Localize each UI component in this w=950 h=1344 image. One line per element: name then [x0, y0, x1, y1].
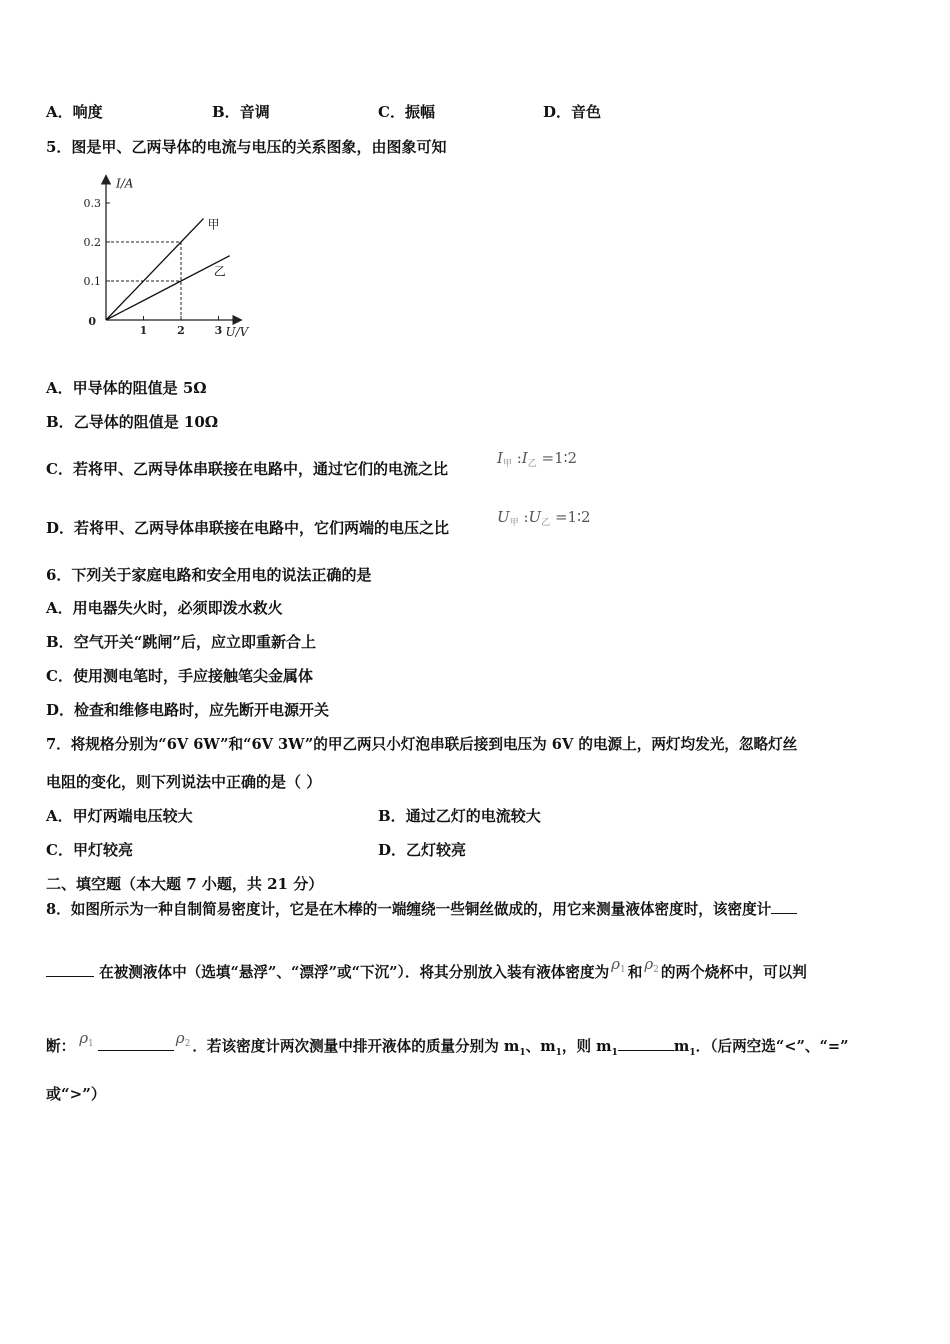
q5-formula-d: $U_甲$ $:U_乙$ =1∶2 [497, 508, 591, 528]
series-label-yi: 乙 [213, 264, 226, 279]
q7-option-c: C．甲灯较亮 [46, 841, 133, 859]
q8-blank-2[interactable] [98, 1036, 174, 1051]
q7-option-a: A．甲灯两端电压较大 [46, 807, 193, 825]
q8-blank-3[interactable] [618, 1036, 674, 1051]
y-tick-label: 0.2 [83, 236, 101, 249]
q8-line3: 断： $\rho_1$ $\rho_2$ ．若该密度计两次测量中排开液体的质量分别为 $m_1$、$m_1$，则 $m_1$ $m_1$．（后两空选“<”、“=” [46, 1029, 849, 1058]
q5-option-d: D．若将甲、乙两导体串联接在电路中，它们两端的电压之比 [46, 519, 450, 537]
y-tick-label: 0.1 [83, 275, 101, 288]
q7-option-b: B．通过乙灯的电流较大 [378, 807, 541, 825]
q8-line2: 在被测液体中（选填“悬浮”、“漂浮”或“下沉”）．将其分别放入装有液体密度为 $\rho_1$ 和 $\rho_2$ 的两个烧杯中，可以判 [46, 962, 807, 987]
q6-stem: 6．下列关于家庭电路和安全用电的说法正确的是 [46, 566, 372, 584]
q8-rho1-compare: $\rho_1$ [79, 1029, 94, 1049]
q8-rho1: $\rho_1$ [611, 955, 626, 975]
chart-series [106, 219, 230, 320]
q5-formula-c: $I_甲$ $:I_乙$ =1∶2 [497, 449, 578, 469]
origin-label: 0 [88, 315, 96, 328]
q7-stem-line1: 7．将规格分别为“6V 6W”和“6V 3W”的甲乙两只小灯泡串联后接到电压为 6V 的电源上，两灯均发光，忽略灯丝 [46, 736, 798, 753]
q8-rho2: $\rho_2$ [644, 955, 659, 975]
section-title: 二、填空题（本大题 7 小题，共 21 分） [46, 875, 324, 893]
q6-option-b: B．空气开关“跳闸”后，应立即重新合上 [46, 633, 316, 651]
q8-blank-1a[interactable] [771, 899, 797, 914]
q4-option-c: C．振幅 [378, 103, 435, 121]
q8-line1: 8．如图所示为一种自制简易密度计，它是在木棒的一端缠绕一些铜丝做成的，用它来测量液体密度时，该密度计 [46, 899, 797, 920]
q8-blank-1b[interactable] [46, 962, 94, 977]
series-label-jia: 甲 [207, 217, 220, 232]
q5-option-c: C．若将甲、乙两导体串联接在电路中，通过它们的电流之比 [46, 460, 448, 478]
series-line-yi [106, 256, 230, 320]
q6-option-c: C．使用测电笔时，手应接触笔尖金属体 [46, 667, 313, 685]
q5-option-b: B．乙导体的阻值是 10Ω [46, 413, 219, 431]
y-tick-label: 0.3 [83, 197, 101, 210]
x-tick-label: 1 [139, 324, 148, 337]
q7-option-d: D．乙灯较亮 [378, 841, 467, 859]
q5-option-a: A．甲导体的阻值是 5Ω [46, 379, 207, 397]
x-tick-label: 2 [177, 324, 185, 337]
q8-line4: 或“>”） [46, 1085, 106, 1103]
y-axis-label: I/A [116, 176, 134, 191]
q6-option-d: D．检查和维修电路时，应先断开电源开关 [46, 701, 330, 719]
q5-stem: 5．图是甲、乙两导体的电流与电压的关系图象，由图象可知 [46, 138, 447, 156]
q7-stem-line2: 电阻的变化，则下列说法中正确的是（ ） [46, 773, 322, 791]
q4-option-d: D．音色 [543, 103, 602, 121]
q8-rho2-compare: $\rho_2$ [175, 1029, 191, 1049]
x-tick-label: 3 [214, 324, 223, 337]
series-line-jia [106, 219, 204, 320]
x-axis-label: U/V [225, 325, 249, 339]
q4-option-b: B．音调 [212, 103, 270, 121]
q4-option-a: A．响度 [46, 103, 103, 121]
q6-option-a: A．用电器失火时，必须即泼水救火 [46, 599, 283, 617]
iv-chart [78, 170, 268, 350]
